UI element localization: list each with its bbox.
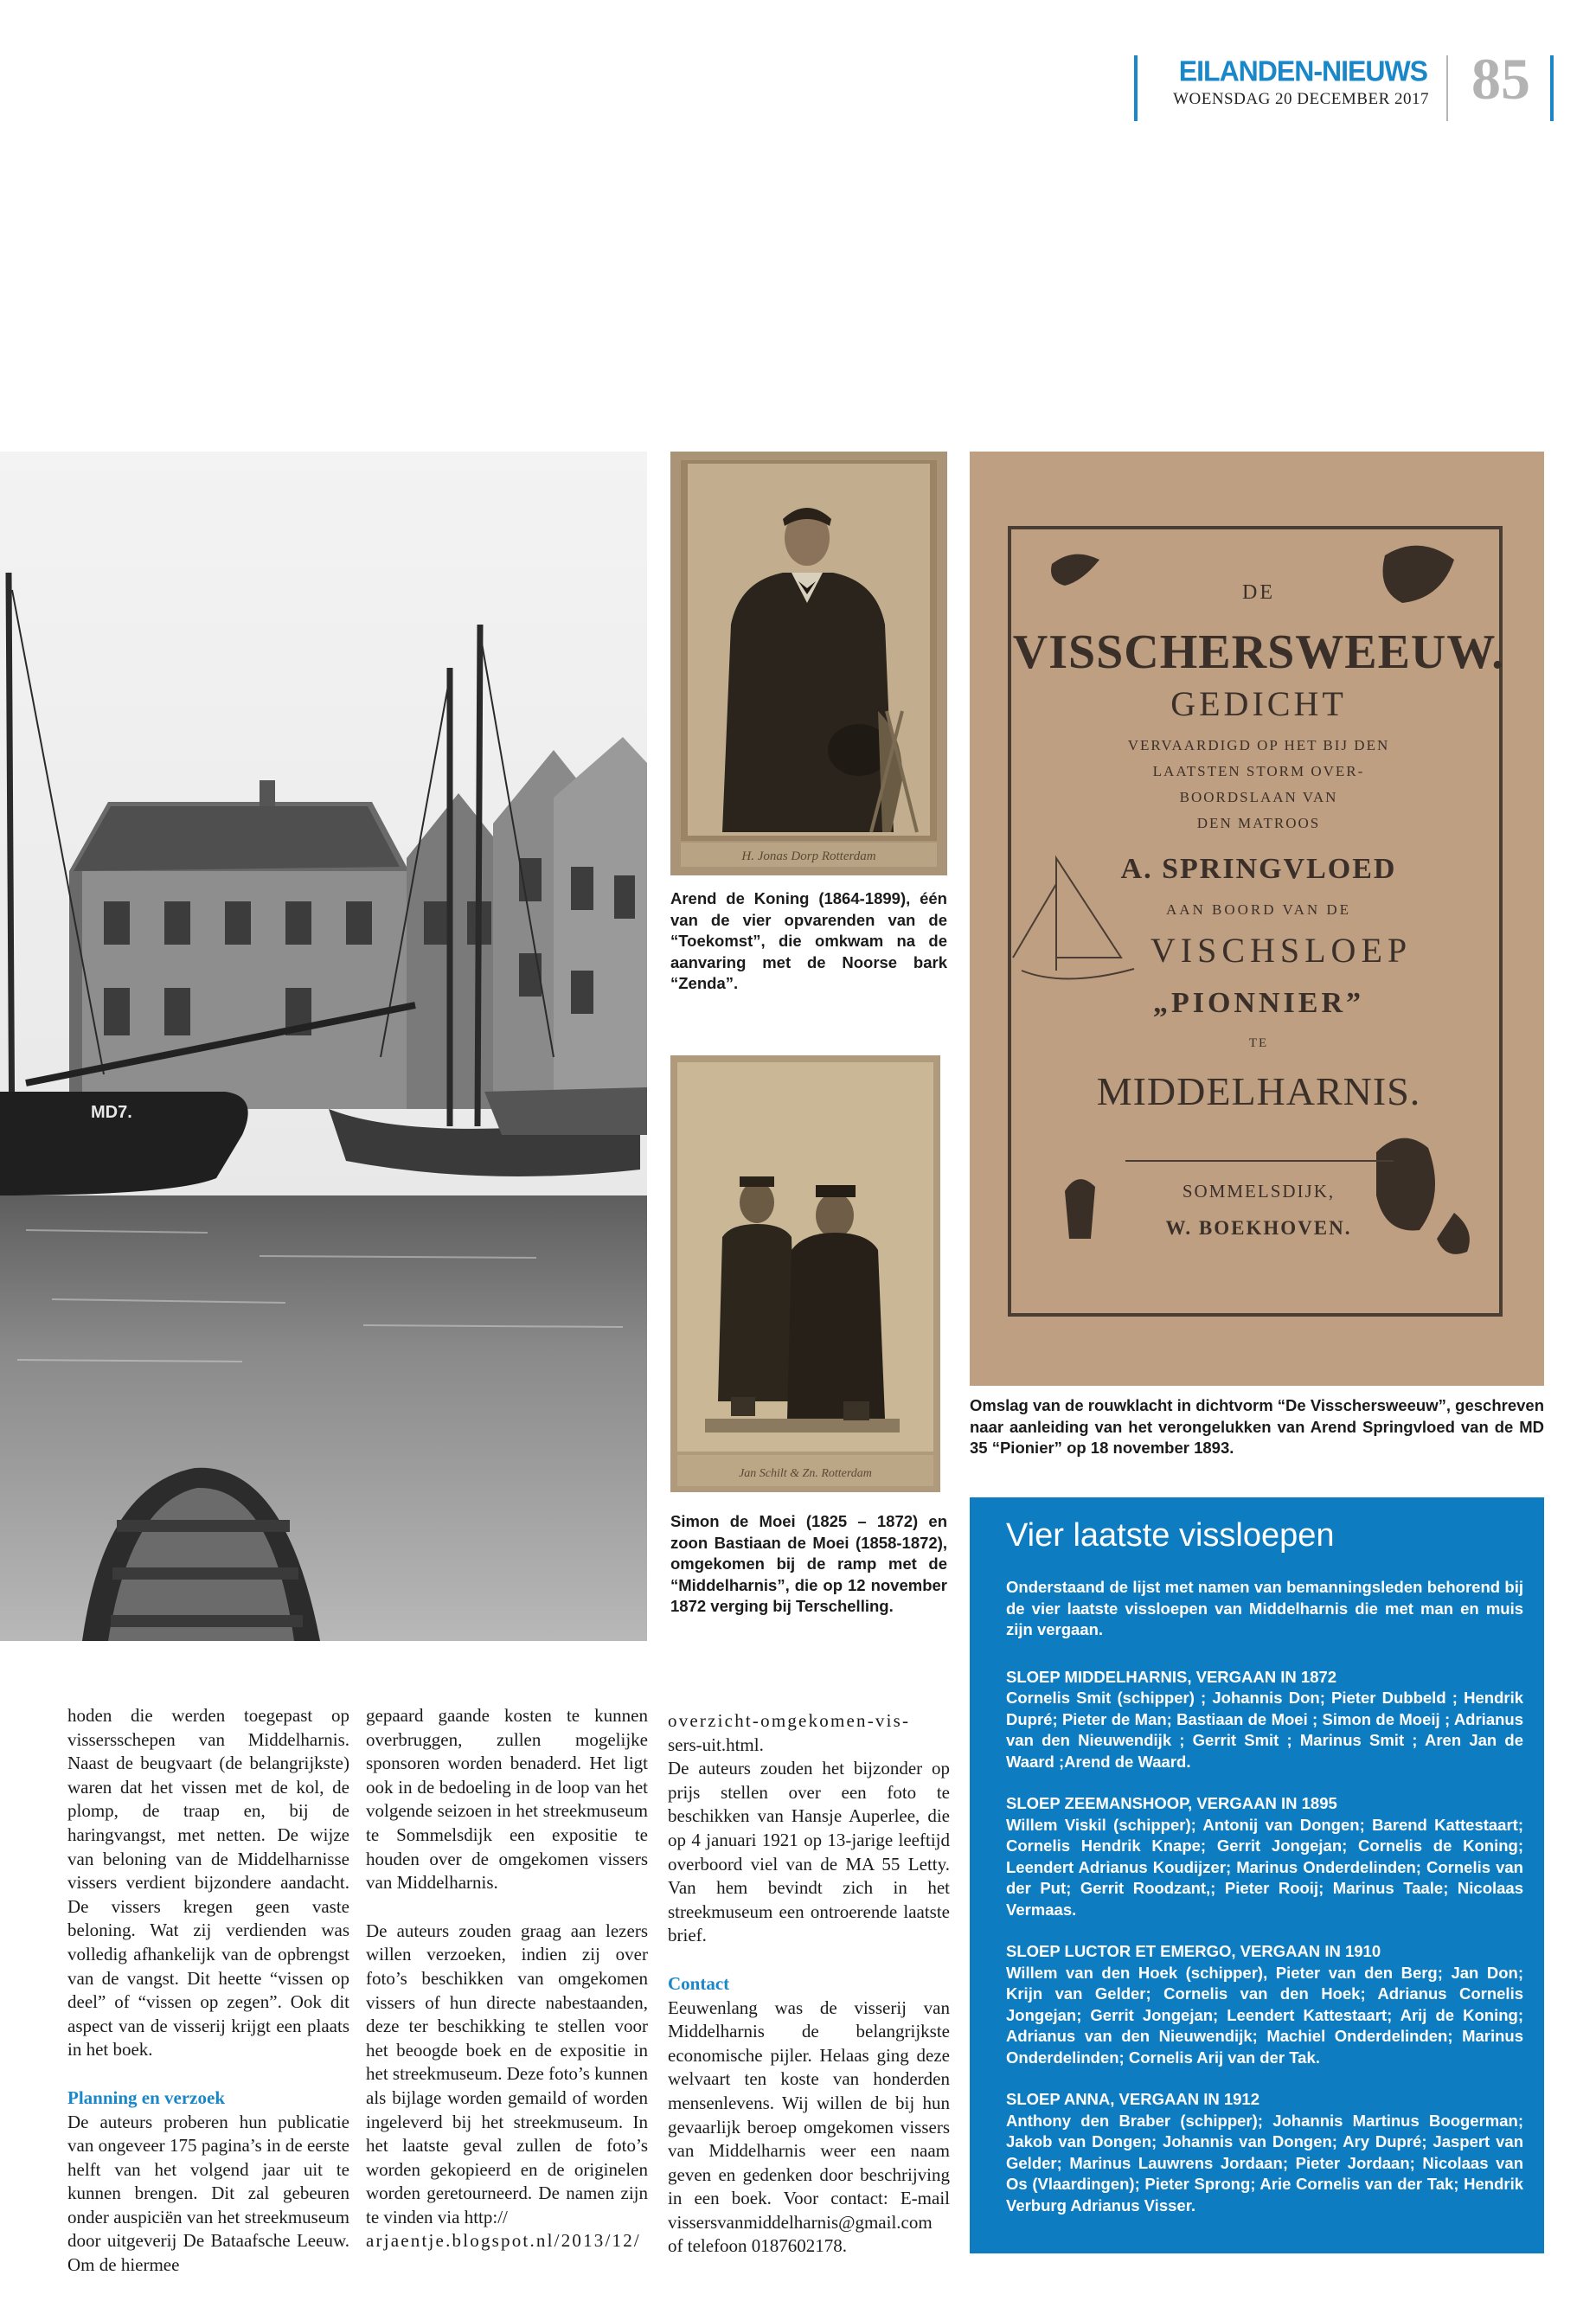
sloep-crew-anna: Anthony den Braber (schipper); Johannis Martinus Boogerman; Jakob van Dongen; Johannis van Dongen; Ary Dupré; Jaspert van Gelder; Marinus Lauwrens Jordaan; Pieter Jordaan; Nicolaas van Os (Vlaardingen); Pieter Sprong; Arie Cornelis van der Tak; Hendrik Verburg Adrianus Visser. [1006, 2111, 1523, 2214]
booklet-line1: VERVAARDIGD OP HET BIJ DEN [1127, 737, 1390, 753]
caption-booklet: Omslag van de rouwklacht in dichtvorm “De Visschersweeuw”, geschreven naar aanleiding van het verongelukken van Arend Springvloed van de MD 35 “Pionier” op 18 november 1893. [970, 1396, 1544, 1457]
booklet-line4: DEN MATROOS [1196, 815, 1321, 831]
caption-simon-de-moei: Simon de Moei (1825 – 1872) en zoon Bastiaan de Moei (1858-1872), omgekomen bij de ramp met de “Middelharnis”, die op 12 november 1872 verging bij Terschelling. [670, 1512, 947, 1615]
column-1-paragraph-2: De auteurs proberen hun publicatie van ongeveer 175 pagina’s in de eerste helft van het volgend jaar uit te kunnen brengen. Dit zal gebeuren onder auspiciën van het streekmuseum door uitgeverij De Bataafsche Leeuw. Om de hiermee [67, 2111, 349, 2276]
portrait-simon-studio-mark: Jan Schilt & Zn. Rotterdam [739, 1467, 872, 1480]
portrait-arend-de-koning [670, 452, 947, 875]
column-3-url-part-2: sers-uit.html. [668, 1734, 764, 1755]
column-2-paragraph-2: De auteurs zouden graag aan lezers willen verzoeken, indien zij over foto’s beschikken van omgekomen vissers of hun directe nabestaanden, deze ter beschikking te stellen voor het beoogde boek en de expositie in het streekmuseum. Deze foto’s kunnen als bijlage worden gemaild of worden ingeleverd bij het streekmuseum. In het laatste geval zullen de foto’s worden gekopieerd en de originelen worden geretourneerd. De namen zijn te vinden via http:// [366, 1920, 648, 2227]
column-3-paragraph-1: De auteurs zouden het bijzonder op prijs stellen over een foto te beschikken van Hansje Auperlee, die op 4 januari 1921 op 13-jarige leeftijd overboord viel van de MA 55 Letty. Van hem bevindt zich in het streekmuseum een ontroerende laatste brief. [668, 1758, 950, 1946]
article-column-1 [67, 1704, 349, 2278]
sidebar-intro: Onderstaand de lijst met namen van bemanningsleden behorend bij de vier laatste vissloepen van Middelharnis die met man en muis zijn vergaan. [1006, 1578, 1523, 1638]
booklet-title: VISSCHERSWEEUW. [1012, 625, 1505, 679]
caption-arend-de-koning: Arend de Koning (1864-1899), één van de vier opvarenden van de “Toekomst”, die omkwam na de aanvaring met de Noorse bark “Zenda”. [670, 889, 947, 992]
harbor-photo [0, 452, 647, 1641]
column-3-url-part-1: overzicht-omgekomen-vis- [668, 1710, 911, 1731]
page-number: 85 [1471, 46, 1530, 112]
heading-planning-en-verzoek: Planning en verzoek [67, 2086, 225, 2108]
sidebar-title: Vier laatste vissloepen [1006, 1517, 1335, 1554]
sloep-crew-middelharnis: Cornelis Smit (schipper) ; Johannis Don; Pieter Dubbeld ; Hendrik Dupré; Pieter de Man; Bastiaan de Moei ; Simon de Moeij ; Adrianus van den Nieuwendijk ; Gerrit Smit ; Marinus Smit ; Aren Jan de Waard ;Arend de Waard. [1006, 1689, 1523, 1771]
sloep-heading-zeemanshoop: SLOEP ZEEMANSHOOP, VERGAAN IN 1895 [1006, 1794, 1337, 1812]
header-rule-left [1134, 55, 1138, 121]
booklet-vessel: „PIONNIER” [1152, 987, 1365, 1019]
ship-registration-label: MD7. [91, 1103, 132, 1122]
header-separator [1446, 55, 1448, 121]
article-column-3 [668, 1709, 950, 2259]
publication-date: WOENSDAG 20 DECEMBER 2017 [1173, 90, 1429, 108]
booklet-line5: AAN BOORD VAN DE [1165, 901, 1352, 918]
publication-name: EILANDEN-NIEUWS [1178, 54, 1427, 87]
sloep-crew-zeemanshoop: Willem Viskil (schipper); Antonij van Dongen; Barend Kattestaart; Cornelis Hendrik Knape; Gerrit Jongejan; Cornelis de Koning; Leendert Adrianus Koudijzer; Marinus Onderdelinden; Cornelis van der Put; Gerrit Roodzant,; Pieter Rooij; Marinus Taale; Nicolaas Vermaas. [1006, 1815, 1523, 1919]
booklet-place: MIDDELHARNIS. [1096, 1069, 1421, 1113]
sloep-crew-luctor-et-emergo: Willem van den Hoek (schipper), Pieter van den Berg; Jan Don; Krijn van Gelder; Cornelis van den Hoek; Adrianus Cornelis Jongejan; Gerrit Jongejan; Leendert Kattestaart; Arij de Koning; Adrianus van den Nieuwendijk; Machiel Onderdelinden; Marinus Onderdelinden; Cornelis Arij van der Tak. [1006, 1963, 1523, 2067]
booklet-cover-visschersweeuw [970, 452, 1544, 1386]
booklet-te: TE [1248, 1036, 1269, 1050]
column-1-paragraph-1: hoden die werden toegepast op vissersschepen van Middelharnis. Naast de beugvaart (de belangrijkste) waren dat het vissen met de kol, de plomp, de traap en, bij de haringvangst, met netten. De wijze van beloning van de Middelharnisse vissers verdient bijzondere aandacht. De vissers kregen geen vaste beloning. Wat zij verdienden was volledig afhankelijk van de opbrengst van de vangst. Dit heette “vissen op deel” of “vissen op zegen”. Ook dit aspect van de visserij krijgt een plaats in het boek. [67, 1705, 349, 2061]
booklet-vessel-type: VISCHSLOEP [1150, 931, 1413, 970]
sloep-heading-middelharnis: SLOEP MIDDELHARNIS, VERGAAN IN 1872 [1006, 1667, 1337, 1686]
sloep-heading-anna: SLOEP ANNA, VERGAAN IN 1912 [1006, 2090, 1259, 2108]
article-column-2 [366, 1704, 648, 2253]
sloep-heading-luctor-et-emergo: SLOEP LUCTOR ET EMERGO, VERGAAN IN 1910 [1006, 1942, 1381, 1960]
booklet-gedicht: GEDICHT [1170, 684, 1347, 723]
header-rule-right [1550, 55, 1554, 121]
portrait-arend-studio-mark: H. Jonas Dorp Rotterdam [741, 849, 876, 863]
column-2-paragraph-1: gepaard gaande kosten te kunnen overbruggen, zullen mogelijke sponsoren worden benaderd. Het ligt ook in de bedoeling in de loop van het volgende seizoen in het streekmuseum te Sommelsdijk een expositie te houden over de omgekomen vissers van Middelharnis. [366, 1705, 648, 1894]
portrait-simon-de-moei [670, 1055, 940, 1492]
booklet-line2: LAATSTEN STORM OVER- [1152, 763, 1365, 779]
booklet-line3: BOORDSLAAN VAN [1179, 789, 1338, 805]
booklet-de: DE [1242, 581, 1275, 604]
booklet-name: A. SPRINGVLOED [1120, 853, 1397, 885]
column-3-paragraph-2: Eeuwenlang was de visserij van Middelharnis de belangrijkste economische pijler. Helaas ging deze welvaart ten koste van honderden mensenlevens. Wij willen de bij hun gevaarlijk beroep omgekomen vissers van Middelharnis weer een naam geven en gedenken door beschrijving in een boek. Voor contact: E-mail vissersvanmiddelharnis@gmail.com of telefoon 0187602178. [668, 1997, 950, 2257]
booklet-publisher: W. BOEKHOVEN. [1165, 1217, 1352, 1239]
sidebar-vier-laatste-vissloepen [970, 1497, 1544, 2253]
booklet-publisher-place: SOMMELSDIJK, [1182, 1181, 1336, 1202]
column-2-url: arjaentje.blogspot.nl/2013/12/ [366, 2230, 641, 2252]
heading-contact: Contact [668, 1972, 730, 1994]
